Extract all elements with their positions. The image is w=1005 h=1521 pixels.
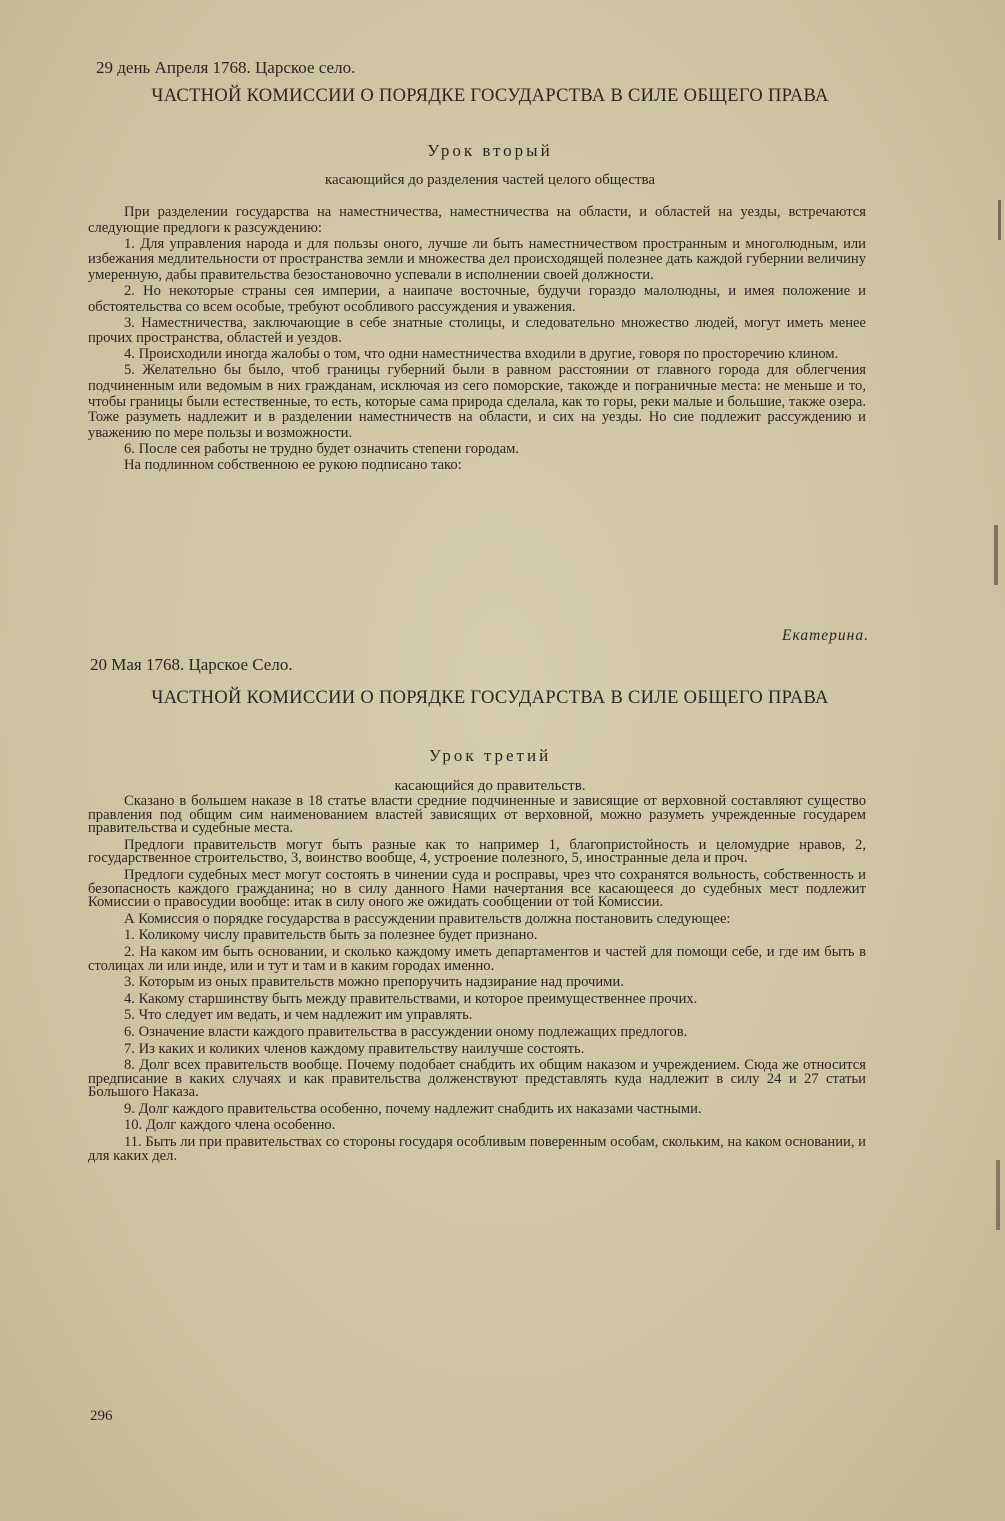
edge-shadow (996, 1160, 1000, 1230)
section2-paragraph: 6. Означение власти каждого правительства в рассуждении оному подлежащих предлогов. (124, 1023, 688, 1040)
section2-paragraph: 8. Долг всех правительств вообще. Почему подобает снабдить их общим наказом и учреждением. Сюда же относится предписание в каких случаях и как правительства долженствуют представлять куда надлежит в силу 24 и 27 статьи Большого Наказа. (88, 1057, 866, 1101)
section2-paragraph: 9. Долг каждого правительства особенно, почему надлежит снабдить их наказами частными. (124, 1100, 702, 1117)
section2-paragraph: 2. На каком им быть основании, и сколько каждому иметь департаментов и частей для помощи себе, и где им быть в столицах ли или инде, или и тут и там и в каким городах именно. (88, 943, 866, 974)
section1-subtitle: касающийся до разделения частей целого общества (324, 172, 656, 188)
section2-paragraph: Предлоги судебных мест могут состоять в чинении суда и росправы, чрез что сохранятся вольность, собственность и безопасность каждого гражданина; но в силу данного Нами начертания все касающееся до судебных мест подлежит Комиссии о правосудии вообще: итак в силу оного же ожидать сообщении от той Комиссии. (88, 866, 866, 911)
section1-date: 29 день Апреля 1768. Царское село. (96, 58, 356, 77)
page-number: 296 (90, 1408, 113, 1424)
section2-paragraph: 10. Долг каждого члена особенно. (124, 1117, 336, 1134)
section2-paragraph: Сказано в большем наказе в 18 статье власти средние подчиненные и зависящие от верховной составляют существо правления под общим сим наименованием властей зависящих от верховной, можно разуметь учрежденные государем правительства и судебные места. (88, 793, 866, 837)
section1-paragraph: 4. Происходили иногда жалобы о том, что одни наместничества входили в другие, говоря по просторечию клином. (124, 346, 839, 363)
section2-paragraph: А Комиссия о порядке государства в рассуждении правительств должна постановить следующее: (124, 910, 731, 927)
signature: Екатерина. (782, 627, 869, 644)
section1-body (88, 205, 866, 474)
section1-paragraph: 2. Но некоторые страны сея империи, а наипаче восточные, будучи гораздо малолюдны, и имея положение и обстоятельства со всем особые, требуют особливого рассуждения и уважения. (88, 282, 866, 315)
section2-paragraph: 1. Коликому числу правительств быть за полезнее будет признано. (124, 927, 538, 944)
section1-heading: ЧАСТНОЙ КОМИССИИ О ПОРЯДКЕ ГОСУДАРСТВА В СИЛЕ ОБЩЕГО ПРАВА (151, 86, 829, 106)
section1-lesson-title: Урок вторый (427, 141, 553, 160)
edge-shadow (994, 525, 998, 585)
section1-paragraph: 6. После сея работы не трудно будет означить степени городам. (124, 440, 519, 457)
edge-shadow (998, 200, 1001, 240)
section2-paragraph: 7. Из каких и коликих членов каждому правительству наилучше состоять. (124, 1040, 585, 1057)
section1-paragraph: На подлинном собственною ее рукою подписано тако: (124, 456, 462, 473)
section1-paragraph: 5. Желательно бы было, чтоб границы губерний были в равном расстоянии от главного города для облегчения подчиненным или ведомым в них гражданам, исключая из сего поморские, такожде и пограничные места: не меньше и то, чтобы границы были естественные, то есть, которые сама природа сделала, как то горы, реки малые и большие, также озера. Тоже разуметь надлежит и в разделении наместничеств на области, и сих на уезды. Но сие подлежит рассуждению и уважению по мере пользы и возможности. (88, 361, 866, 442)
section2-paragraph: 4. Какому старшинству быть между правительствами, и которое преимущественнее прочих. (124, 990, 698, 1007)
section1-paragraph: При разделении государства на наместничества, наместничества на области, и областей на уезды, встречаются следующие предлоги к разсуждению: (88, 204, 866, 236)
section2-paragraph: 11. Быть ли при правительствах со стороны государя особливым поверенным особам, скольким, на каком основании, и для каких дел. (88, 1134, 866, 1164)
section2-paragraph: 5. Что следует им ведать, и чем надлежит им управлять. (124, 1007, 473, 1024)
section2-paragraph: 3. Которым из оных правительств можно препоручить надзирание над прочими. (124, 974, 624, 991)
section2-lesson-title: Урок третий (428, 746, 552, 765)
section2-date: 20 Мая 1768. Царское Село. (90, 655, 293, 674)
section1-paragraph: 3. Наместничества, заключающие в себе знатные столицы, и следовательно множество людей, могут иметь менее прочих пространства, областей и уездов. (88, 314, 866, 347)
section2-paragraph: Предлоги правительств могут быть разные как то например 1, благопристойность и целомудрие нравов, 2, государственное строительство, 3, воинство вообще, 4, устроение полезного, 5, иностранные дела и проч. (88, 836, 866, 867)
section2-body (88, 795, 866, 1166)
section1-paragraph: 1. Для управления народа и для пользы оного, лучше ли быть наместничеством пространным и многолюдным, или избежания медлительности от пространства земли и множества дел происходящей полезнее дать каждой губернии величину умеренную, дабы правительства безостановочно успевали в исполнении своей должности. (88, 235, 866, 284)
section2-subtitle: касающийся до правительств. (394, 778, 586, 794)
section2-heading: ЧАСТНОЙ КОМИССИИ О ПОРЯДКЕ ГОСУДАРСТВА В СИЛЕ ОБЩЕГО ПРАВА (151, 688, 829, 708)
